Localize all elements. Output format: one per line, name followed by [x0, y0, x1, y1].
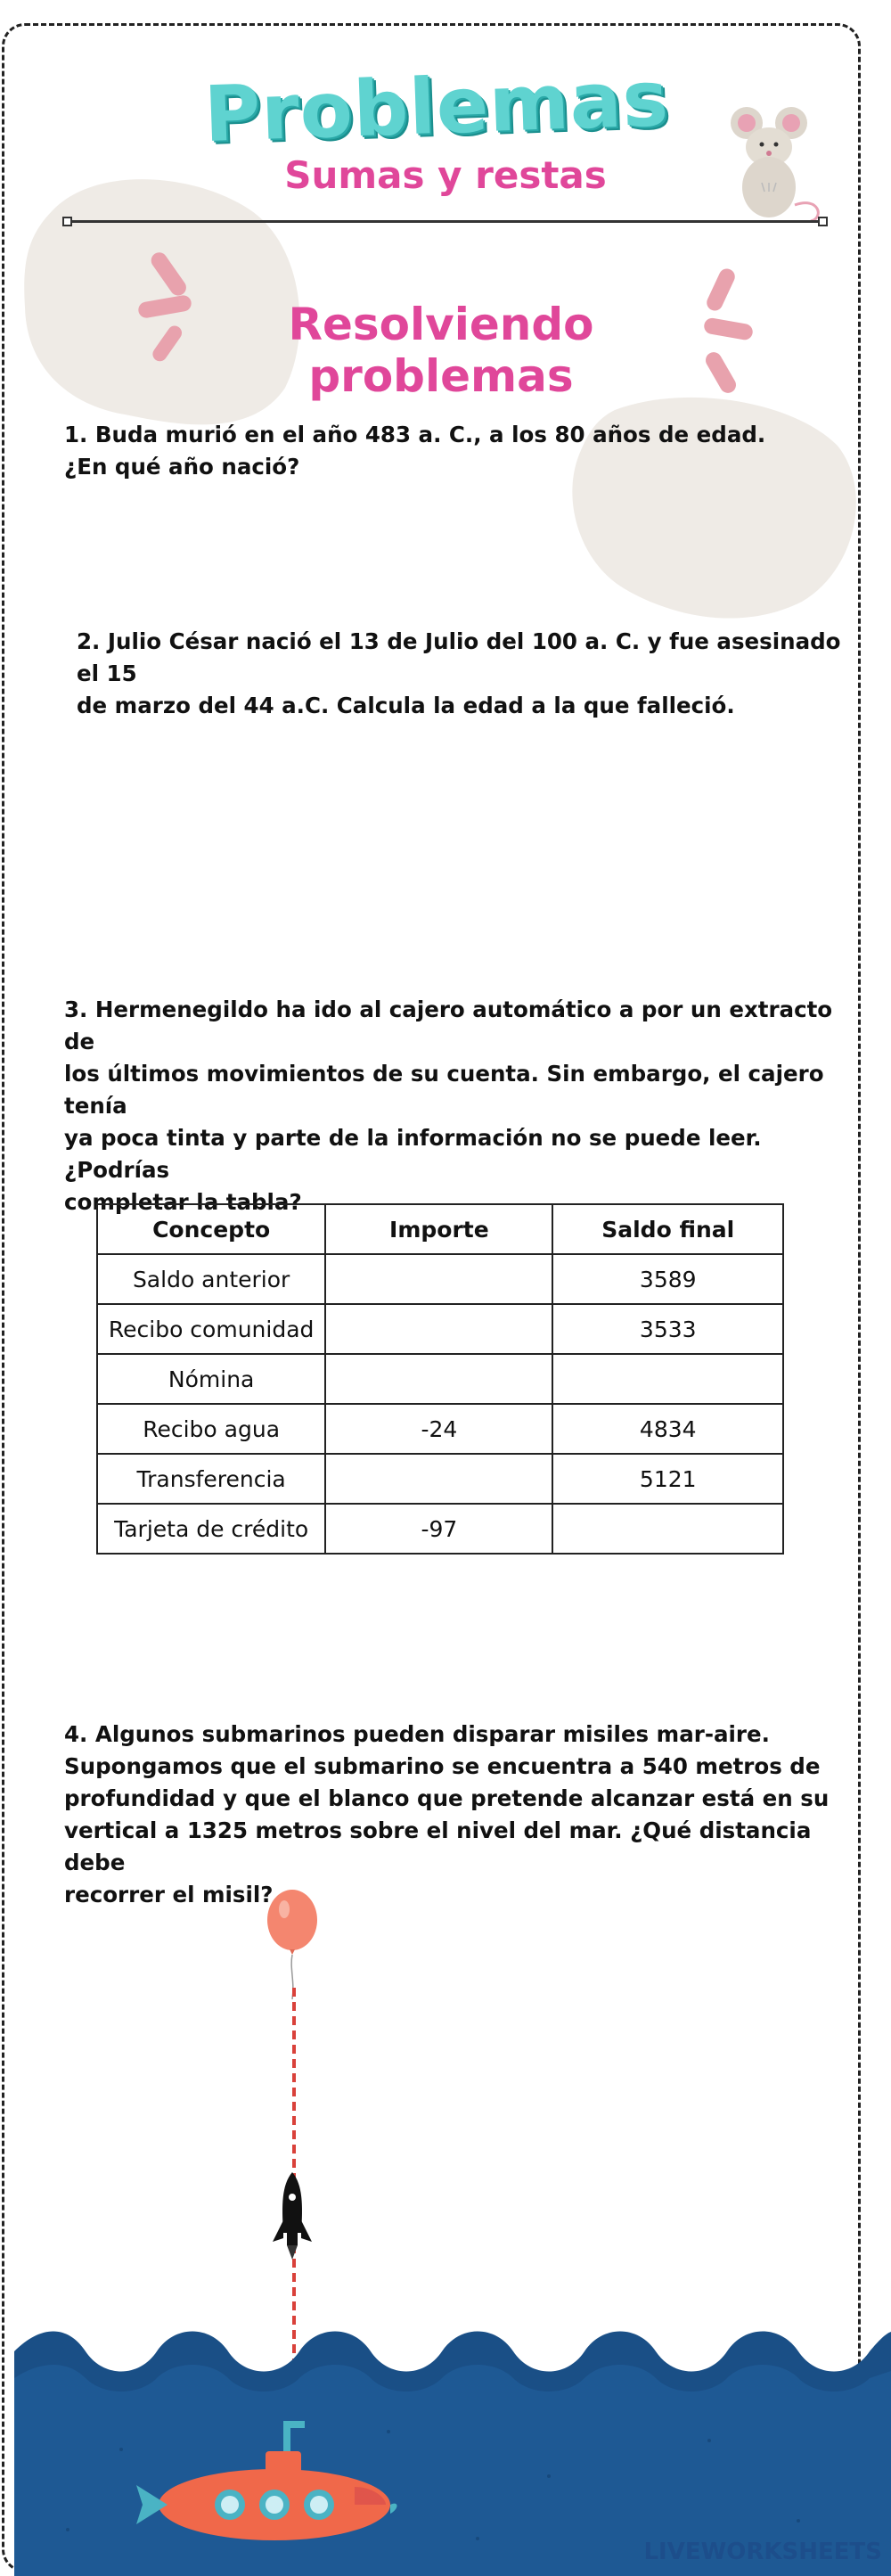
table-cell: 3533 — [552, 1304, 783, 1354]
table-cell: 4834 — [552, 1404, 783, 1454]
table-header-cell: Saldo final — [552, 1204, 783, 1254]
table-cell: 3589 — [552, 1254, 783, 1304]
table-row — [97, 1504, 783, 1554]
table-cell: Recibo agua — [97, 1404, 325, 1454]
question-1: 1. Buda murió en el año 483 a. C., a los 80 años de edad. ¿En qué año nació? — [64, 422, 766, 480]
table-cell: -24 — [325, 1404, 552, 1454]
table-cell-input[interactable] — [325, 1354, 552, 1404]
movements-table — [96, 1203, 784, 1555]
balloon-icon — [263, 1888, 325, 2004]
table-cell: Tarjeta de crédito — [97, 1504, 325, 1554]
table-cell-input[interactable] — [325, 1304, 552, 1354]
table-cell: Recibo comunidad — [97, 1304, 325, 1354]
table-cell-input[interactable] — [325, 1454, 552, 1504]
table-header-cell: Concepto — [97, 1204, 325, 1254]
question-3: 3. Hermenegildo ha ido al cajero automático a por un extracto de los últimos movimientos de su cuenta. Sin embargo, el cajero tenía ya poca tinta y parte de la información no se puede leer. ¿Podrías completar la tabla? — [64, 997, 833, 1215]
table-cell-input[interactable] — [325, 1254, 552, 1304]
table-cell: -97 — [325, 1504, 552, 1554]
table-cell-input[interactable] — [552, 1354, 783, 1404]
divider-handle-right — [818, 217, 828, 226]
table-cell: Saldo anterior — [97, 1254, 325, 1304]
rocket-icon — [267, 2170, 317, 2263]
question-2: 2. Julio César nació el 13 de Julio del 100 a. C. y fue asesinado el 15 de marzo del 44 a.C. Calcula la edad a la que falleció. — [77, 628, 841, 718]
watermark-brand: LIVEWORKSHEETS — [643, 2539, 882, 2565]
page-subtitle: Sumas y restas — [284, 153, 607, 197]
table-header-row — [97, 1204, 783, 1254]
table-header-cell: Importe — [325, 1204, 552, 1254]
table-cell: 5121 — [552, 1454, 783, 1504]
table-row — [97, 1454, 783, 1504]
section-title: Resolviendo problemas — [288, 299, 594, 402]
table-cell: Nómina — [97, 1354, 325, 1404]
header-divider — [68, 220, 823, 223]
table-row — [97, 1304, 783, 1354]
submarine-icon — [132, 2416, 399, 2549]
mouse-icon — [713, 98, 829, 223]
page-title: Problemas — [202, 53, 671, 160]
question-4: 4. Algunos submarinos pueden disparar misiles mar-aire. Supongamos que el submarino se encuentra a 540 metros de profundidad y que el blanco que pretende alcanzar está en su vertical a 1325 metros sobre el nivel del mar. ¿Qué distancia debe recorrer el misil? — [64, 1721, 830, 1907]
table-cell: Transferencia — [97, 1454, 325, 1504]
table-row — [97, 1404, 783, 1454]
table-row — [97, 1354, 783, 1404]
table-cell-input[interactable] — [552, 1504, 783, 1554]
table-row — [97, 1254, 783, 1304]
divider-handle-left — [62, 217, 72, 226]
